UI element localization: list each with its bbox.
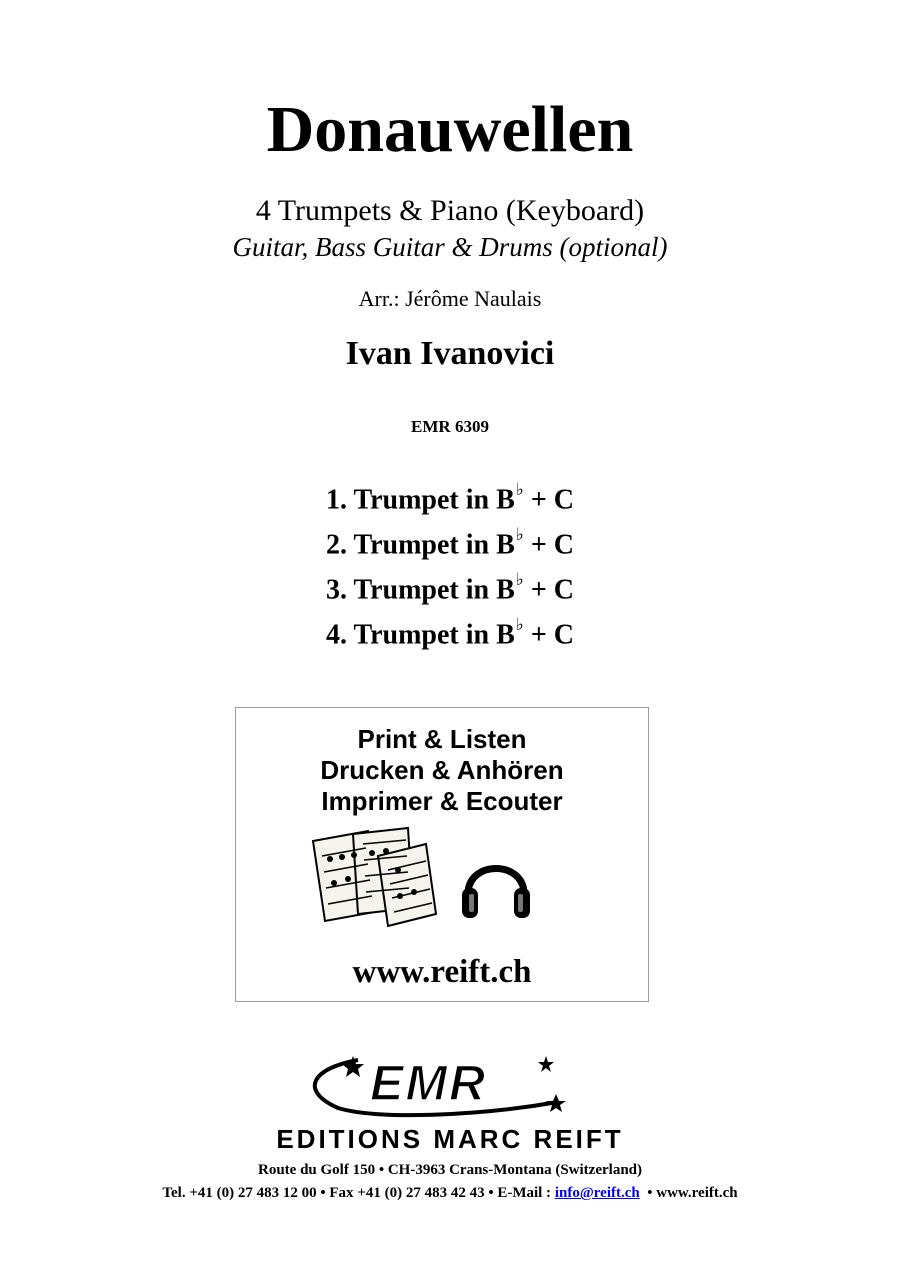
- flat-sign: ♭: [515, 615, 524, 634]
- parts-list: [0, 470, 900, 650]
- promo-url-link[interactable]: www.reift.ch: [352, 954, 532, 990]
- instrumentation: 4 Trumpets & Piano (Keyboard): [255, 194, 645, 227]
- flat-sign: ♭: [515, 525, 524, 544]
- catalog-number: EMR 6309: [411, 417, 489, 436]
- promo-line: Drucken & Anhören: [320, 755, 564, 785]
- publisher-address: Route du Golf 150 • CH-3963 Crans-Montana (Switzerland): [258, 1162, 642, 1178]
- composer: Ivan Ivanovici: [345, 335, 555, 372]
- email-link[interactable]: info@reift.ch: [554, 1185, 640, 1201]
- emr-logo: [298, 1050, 598, 1120]
- flat-sign: ♭: [515, 570, 524, 589]
- page-title: Donauwellen: [266, 93, 634, 166]
- headphones-icon: [458, 846, 534, 926]
- print-listen-box: [235, 707, 649, 1002]
- publisher-name: EDITIONS MARC REIFT: [276, 1124, 624, 1154]
- part-item: 1. Trumpet in B♭ + C: [326, 480, 574, 516]
- logo-text: EMR: [370, 1055, 488, 1111]
- arranger: Arr.: Jérôme Naulais: [358, 286, 542, 311]
- part-item: 3. Trumpet in B♭ + C: [326, 570, 574, 606]
- part-item: 4. Trumpet in B♭ + C: [326, 615, 574, 651]
- publisher-contact: Tel. +41 (0) 27 483 12 00 • Fax +41 (0) 27 483 42 43 • E-Mail : info@reift.ch • www.reift.ch: [162, 1185, 738, 1201]
- optional-instruments: Guitar, Bass Guitar & Drums (optional): [232, 232, 668, 262]
- promo-line: Print & Listen: [357, 724, 527, 754]
- part-item: 2. Trumpet in B♭ + C: [326, 525, 574, 561]
- sheet-music-icon: [308, 826, 438, 931]
- promo-line: Imprimer & Ecouter: [321, 786, 563, 816]
- flat-sign: ♭: [515, 480, 524, 499]
